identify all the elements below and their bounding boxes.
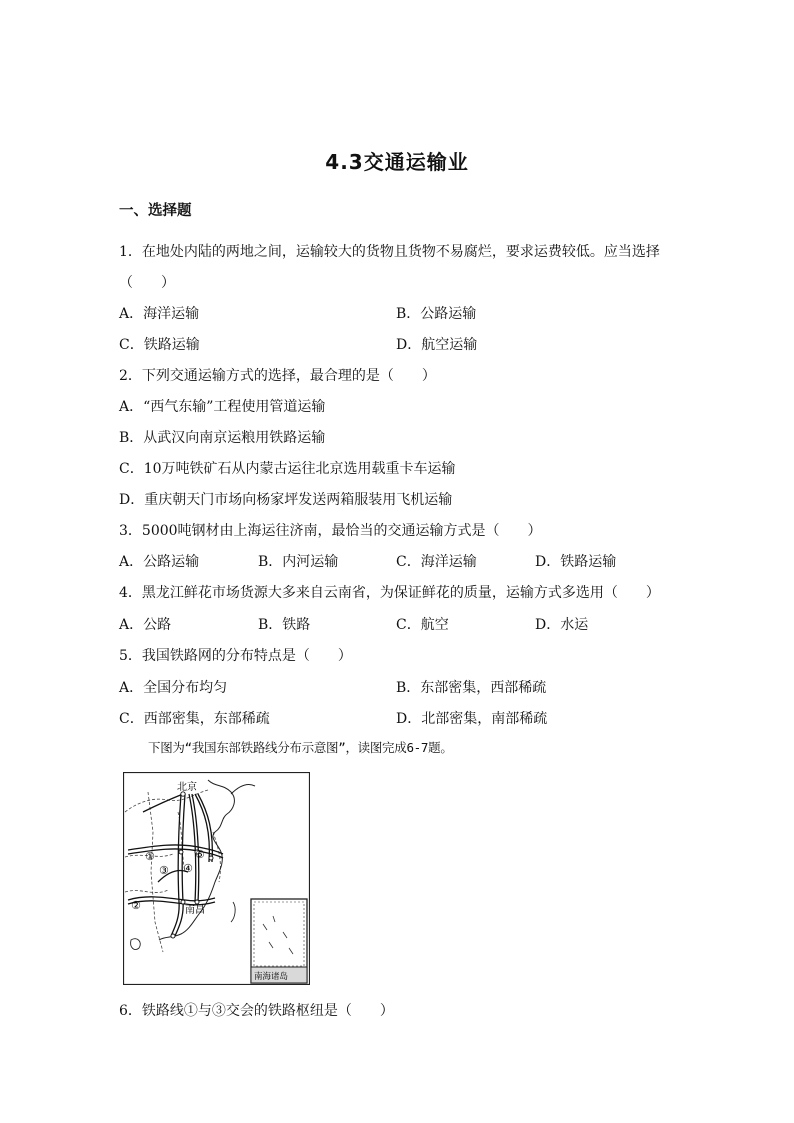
question-1-stem: 1．在地处内陆的两地之间，运输较大的货物且货物不易腐烂，要求运费较低。应当选择 (119, 244, 660, 260)
route-marker-3: ③ (159, 864, 169, 877)
question-5-option-b: B．东部密集，西部稀疏 (396, 680, 547, 696)
route-marker-5: ⑤ (195, 848, 205, 861)
question-3-option-d: D．铁路运输 (535, 554, 617, 570)
route-marker-4: ④ (183, 862, 193, 875)
route-marker-1: ① (145, 850, 155, 863)
map-label-beijing: 北京 (177, 782, 197, 793)
question-1-option-d: D．航空运输 (396, 337, 478, 353)
question-4-option-c: C．航空 (396, 617, 449, 633)
question-2-option-c: C．10万吨铁矿石从内蒙古运往北京选用载重卡车运输 (119, 461, 456, 477)
question-5-option-c: C．西部密集，东部稀疏 (119, 711, 270, 727)
question-2-option-b: B．从武汉向南京运粮用铁路运输 (119, 430, 326, 446)
question-5-option-a: A．全国分布均匀 (119, 680, 228, 696)
question-4-option-a: A．公路 (119, 617, 172, 633)
question-3-option-c: C．海洋运输 (396, 554, 477, 570)
map-label-nanhai: 南海诸岛 (254, 972, 289, 982)
question-3-stem: 3．5000吨钢材由上海运往济南，最恰当的交通运输方式是（ ） (119, 523, 542, 539)
question-4-option-b: B．铁路 (258, 617, 311, 633)
map-caption: 下图为“我国东部铁路线分布示意图”，读图完成6-7题。 (148, 740, 453, 755)
question-1-option-c: C．铁路运输 (119, 337, 200, 353)
document-title: 4.3交通运输业 (325, 150, 469, 174)
section-heading: 一、选择题 (119, 202, 192, 219)
question-3-option-a: A．公路运输 (119, 554, 200, 570)
question-1-option-b: B．公路运输 (396, 306, 477, 322)
railway-map (123, 772, 310, 985)
route-marker-2: ② (131, 899, 141, 912)
question-3-option-b: B．内河运输 (258, 554, 339, 570)
question-2-option-d: D．重庆朝天门市场向杨家坪发送两箱服装用飞机运输 (119, 492, 453, 508)
question-4-option-d: D．水运 (535, 617, 589, 633)
question-2-option-a: A．“西气东输”工程使用管道运输 (119, 399, 326, 415)
question-6-stem: 6．铁路线①与③交会的铁路枢纽是（ ） (119, 1003, 394, 1019)
question-4-stem: 4．黑龙江鲜花市场货源大多来自云南省，为保证鲜花的质量，运输方式多选用（ ） (119, 585, 660, 601)
question-2-stem: 2．下列交通运输方式的选择，最合理的是（ ） (119, 368, 436, 384)
question-1-paren: （ ） (119, 275, 175, 291)
question-1-option-a: A．海洋运输 (119, 306, 200, 322)
question-5-stem: 5．我国铁路网的分布特点是（ ） (119, 648, 352, 664)
map-label-nanchang: 南昌 (185, 905, 205, 916)
question-5-option-d: D．北部密集，南部稀疏 (396, 711, 548, 727)
